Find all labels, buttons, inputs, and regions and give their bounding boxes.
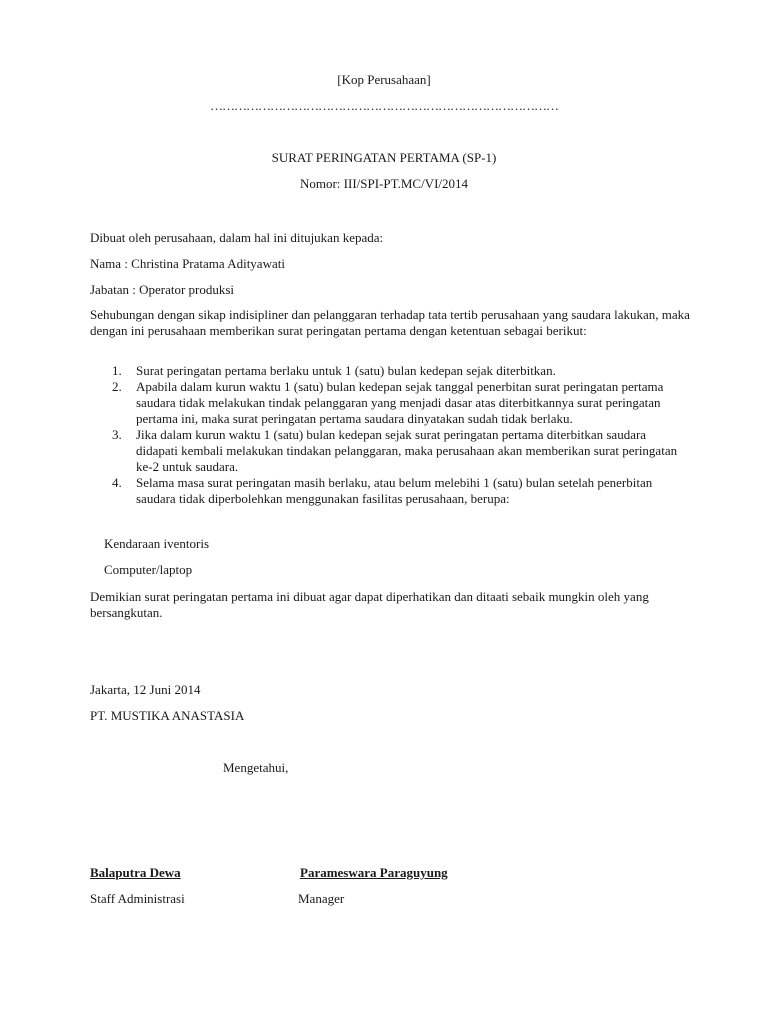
company-name: PT. MUSTIKA ANASTASIA [90,708,245,723]
intro-text: Dibuat oleh perusahaan, dalam hal ini ditujukan kepada: [90,230,384,245]
place-date: Jakarta, 12 Juni 2014 [90,682,201,697]
closing-paragraph: Demikian surat peringatan pertama ini dibuat agar dapat diperhatikan dan ditaati sebaik mungkin oleh yang bersangkutan. [90,589,649,620]
signatory-title: Manager [298,891,345,906]
terms-list [90,363,690,507]
body-paragraph: Sehubungan dengan sikap indisipliner dan pelanggaran terhadap tata tertib perusahaan yang saudara lakukan, maka dengan ini perusahaan memberikan surat peringatan pertama dengan ketentuan sebagai berikut: [90,307,690,338]
term-number: 4. [112,475,122,490]
term-item [90,475,690,507]
term-number: 2. [112,379,122,394]
term-number: 1. [112,363,122,378]
term-text: Selama masa surat peringatan masih berlaku, atau belum melebihi 1 (satu) bulan setelah penerbitan saudara tidak diperbolehkan menggunakan fasilitas perusahaan, berupa: [136,475,653,506]
letter-number: Nomor: III/SPI-PT.MC/VI/2014 [299,176,469,191]
signatory-name: Balaputra Dewa [90,865,181,880]
acknowledged-label: Mengetahui, [223,760,289,775]
recipient-position: Jabatan : Operator produksi [90,282,235,297]
recipient-name: Nama : Christina Pratama Adityawati [90,256,285,271]
term-item [90,379,690,427]
term-text: Surat peringatan pertama berlaku untuk 1 (satu) bulan kedepan sejak diterbitkan. [136,363,556,378]
signatory-name: Parameswara Paraguyung [300,865,448,880]
term-item [90,363,690,379]
letter-title: SURAT PERINGATAN PERTAMA (SP-1) [271,150,497,165]
term-text: Apabila dalam kurun waktu 1 (satu) bulan kedepan sejak tanggal penerbitan surat peringatan pertama saudara tidak melakukan tindak pelanggaran yang menjadi dasar atas diterbitkannya surat peringatan pertama ini, maka surat peringatan pertama saudara dinyatakan sudah tidak berlaku. [136,379,664,426]
signatory-title: Staff Administrasi [90,891,185,906]
facility-item: Kendaraan iventoris [104,536,210,551]
letterhead-dotted-line: …………………………………………………………………………… [210,98,558,113]
facility-item: Computer/laptop [104,562,193,577]
term-number: 3. [112,427,122,442]
term-item [90,427,690,475]
term-text: Jika dalam kurun waktu 1 (satu) bulan kedepan sejak surat peringatan pertama diterbitkan saudara didapati kembali melakukan tindakan pelanggaran, maka perusahaan akan memberikan surat peringatan ke-2 untuk saudara. [136,427,678,474]
letterhead-placeholder: [Kop Perusahaan] [337,72,431,87]
